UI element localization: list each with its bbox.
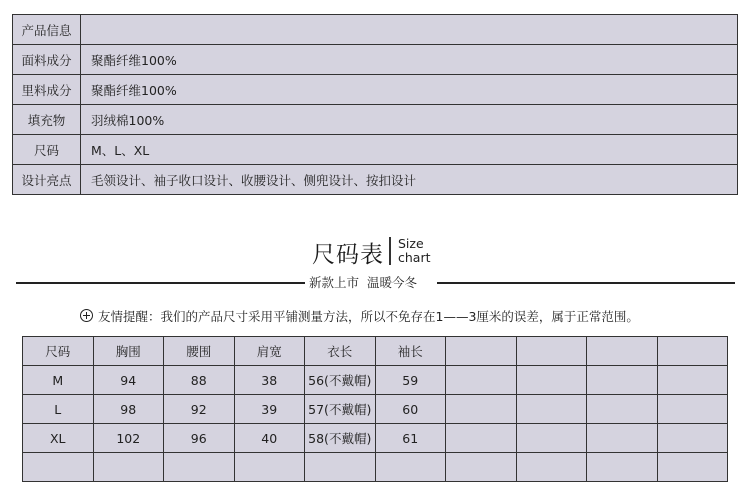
size-cell bbox=[516, 366, 587, 395]
size-cell bbox=[305, 453, 376, 482]
size-cell: 88 bbox=[164, 366, 235, 395]
size-cell bbox=[516, 424, 587, 453]
title-en-line1: Size bbox=[398, 236, 424, 251]
info-row-sizes bbox=[13, 135, 738, 165]
size-cell bbox=[446, 453, 517, 482]
size-cell: L bbox=[23, 395, 94, 424]
size-cell bbox=[516, 395, 587, 424]
size-table bbox=[22, 336, 728, 482]
notice-text: 友情提醒：我们的产品尺寸采用平铺测量方法，所以不免存在1——3厘米的误差，属于正常范围。 bbox=[98, 309, 639, 324]
size-cell: 61 bbox=[375, 424, 446, 453]
divider-rule-left bbox=[16, 282, 305, 284]
header-cell bbox=[657, 337, 728, 366]
header-cell: 胸围 bbox=[93, 337, 164, 366]
info-row-filling bbox=[13, 105, 738, 135]
header-cell bbox=[587, 337, 658, 366]
subtitle-right: 温暖今冬 bbox=[367, 275, 418, 290]
size-cell: 102 bbox=[93, 424, 164, 453]
title-divider bbox=[389, 237, 391, 265]
size-table-header bbox=[23, 337, 728, 366]
size-cell: 60 bbox=[375, 395, 446, 424]
size-cell bbox=[446, 366, 517, 395]
size-cell bbox=[657, 366, 728, 395]
subtitle bbox=[309, 273, 417, 291]
size-cell bbox=[23, 453, 94, 482]
info-row-product bbox=[13, 15, 738, 45]
size-cell: 56(不戴帽) bbox=[305, 366, 376, 395]
info-value: 聚酯纤维100% bbox=[81, 45, 738, 75]
subtitle-left: 新款上市 bbox=[309, 275, 360, 290]
info-label: 设计亮点 bbox=[13, 165, 81, 195]
circle-plus-icon bbox=[80, 309, 93, 322]
info-value: M、L、XL bbox=[81, 135, 738, 165]
size-cell: 57(不戴帽) bbox=[305, 395, 376, 424]
info-label: 里料成分 bbox=[13, 75, 81, 105]
size-cell: 96 bbox=[164, 424, 235, 453]
size-cell: 59 bbox=[375, 366, 446, 395]
info-value: 毛领设计、袖子收口设计、收腰设计、侧兜设计、按扣设计 bbox=[81, 165, 738, 195]
info-label: 填充物 bbox=[13, 105, 81, 135]
size-cell bbox=[587, 424, 658, 453]
measurement-notice bbox=[80, 307, 639, 325]
info-label: 产品信息 bbox=[13, 15, 81, 45]
table-row bbox=[23, 366, 728, 395]
divider-rule-right bbox=[437, 282, 735, 284]
size-cell bbox=[657, 453, 728, 482]
info-row-design bbox=[13, 165, 738, 195]
info-label: 尺码 bbox=[13, 135, 81, 165]
info-row-lining bbox=[13, 75, 738, 105]
info-value: 羽绒棉100% bbox=[81, 105, 738, 135]
size-cell: 58(不戴帽) bbox=[305, 424, 376, 453]
size-cell bbox=[657, 395, 728, 424]
header-cell bbox=[446, 337, 517, 366]
size-cell bbox=[93, 453, 164, 482]
table-row bbox=[23, 395, 728, 424]
header-cell: 尺码 bbox=[23, 337, 94, 366]
size-cell: 39 bbox=[234, 395, 305, 424]
size-cell bbox=[164, 453, 235, 482]
table-row bbox=[23, 424, 728, 453]
size-chart-title: 尺码表 bbox=[312, 242, 384, 268]
info-row-fabric bbox=[13, 45, 738, 75]
size-cell: 38 bbox=[234, 366, 305, 395]
size-cell: XL bbox=[23, 424, 94, 453]
header-cell: 腰围 bbox=[164, 337, 235, 366]
header-cell: 袖长 bbox=[375, 337, 446, 366]
size-chart-title-en bbox=[398, 237, 431, 264]
size-cell: 92 bbox=[164, 395, 235, 424]
info-value: 聚酯纤维100% bbox=[81, 75, 738, 105]
size-cell bbox=[587, 395, 658, 424]
header-cell: 衣长 bbox=[305, 337, 376, 366]
table-row bbox=[23, 453, 728, 482]
size-cell bbox=[375, 453, 446, 482]
info-value bbox=[81, 15, 738, 45]
size-cell: 40 bbox=[234, 424, 305, 453]
size-cell bbox=[234, 453, 305, 482]
size-cell bbox=[657, 424, 728, 453]
size-cell: 98 bbox=[93, 395, 164, 424]
size-cell bbox=[516, 453, 587, 482]
header-cell: 肩宽 bbox=[234, 337, 305, 366]
info-label: 面料成分 bbox=[13, 45, 81, 75]
title-en-line2: chart bbox=[398, 249, 431, 265]
size-cell bbox=[446, 395, 517, 424]
header-cell bbox=[516, 337, 587, 366]
product-info-table bbox=[12, 14, 738, 195]
size-cell bbox=[587, 453, 658, 482]
size-cell bbox=[587, 366, 658, 395]
size-cell: M bbox=[23, 366, 94, 395]
size-cell bbox=[446, 424, 517, 453]
size-cell: 94 bbox=[93, 366, 164, 395]
